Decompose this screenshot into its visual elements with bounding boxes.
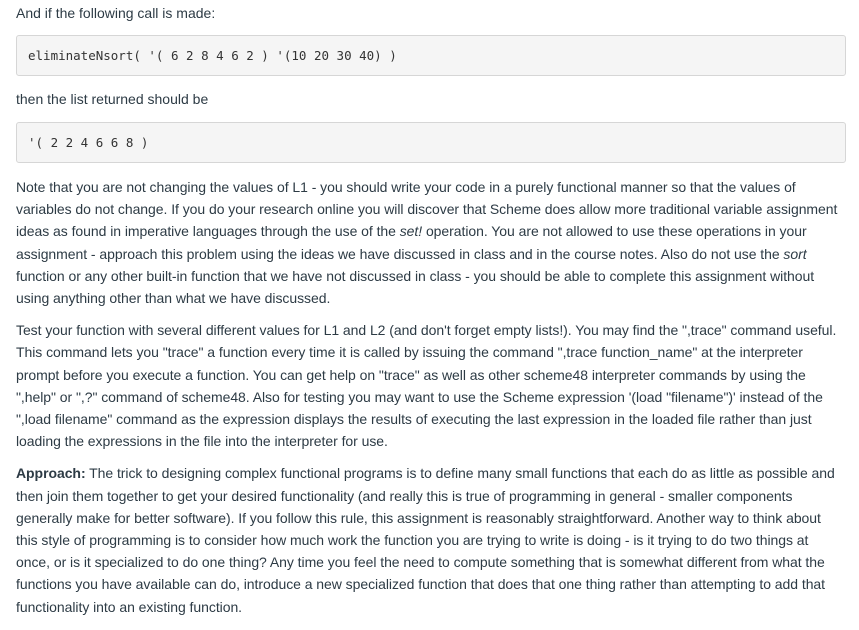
testing-paragraph: Test your function with several different values for L1 and L2 (and don't forget empty lists!). You may find the ",trace" command useful. This command lets you "trace" a function every time it is called by issuing the command ",trace function_name" at the interpreter prompt before you execute a function. You can get help on "trace" as well as other scheme48 interpreter commands by using the ",help" or ",?" command of scheme48. Also for testing you may want to use the Scheme expression '(load "filename")' instead of the ",load filename" command as the expression displays the results of executing the last expression in the loaded file rather than just loading the expressions in the file into the interpreter for use. xyxy=(16,322,837,450)
result-example-code-block xyxy=(16,122,846,163)
approach-label: Approach: xyxy=(16,465,86,482)
sort-function-term: sort xyxy=(783,245,807,262)
call-example-code: eliminateNsort( '( 6 2 8 4 6 2 ) '(10 20 30 40) ) xyxy=(28,48,397,63)
call-example-code-block xyxy=(16,35,846,76)
note-paragraph xyxy=(16,176,846,309)
note-text-part2: operation. You are not allowed to use these operations in your assignment - approach this problem using the ideas we have discussed in class and in the course notes. Also do not use the xyxy=(16,223,807,262)
note-text-part3: function or any other built-in function that we have not discussed in class - you should be able to complete this assignment without using anything other than what we have discussed. xyxy=(16,267,815,307)
set-operation-term: set! xyxy=(399,223,423,240)
intro-text: And if the following call is made: xyxy=(16,5,216,21)
note-text-part1: Note that you are not changing the values of L1 - you should write your code in a purely functional manner so that the values of variables do not change. If you do your research online you will discover that Scheme does allow more traditional variable assignment ideas as found in imperative languages through the use of the xyxy=(16,179,838,240)
approach-text: The trick to designing complex functional programs is to define many small functions that each do as little as possible and then join them together to get your desired functionality (and really this is true of programming in general - smaller components generally make for better software). If you follow this rule, this assignment is reasonably straightforward. Another way to think about this style of programming is to consider how much work the function you are trying to write is doing - is it trying to do two things at once, or is it specialized to do one thing? Any time you feel the need to compute something that is somewhat different from what the functions you have available can do, introduce a new specialized function that does that one thing rather than attempting to add that functionality into an existing function. xyxy=(16,465,835,615)
approach-paragraph xyxy=(16,462,846,617)
result-example-code: '( 2 2 4 6 6 8 ) xyxy=(28,135,149,150)
result-intro-text: then the list returned should be xyxy=(16,91,209,107)
